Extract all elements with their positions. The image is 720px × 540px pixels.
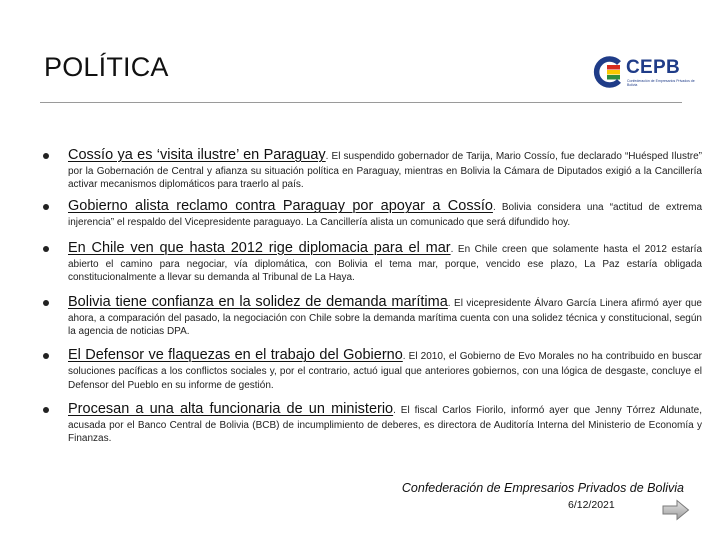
news-item	[40, 146, 702, 191]
logo-subtitle: Confederación de Empresarios Privados de Bolivia	[627, 79, 695, 87]
bullet-icon	[43, 246, 49, 252]
news-item	[40, 400, 702, 445]
bullet-icon	[43, 204, 49, 210]
news-text	[68, 239, 702, 284]
next-arrow-icon[interactable]	[662, 499, 690, 521]
news-item	[40, 346, 702, 391]
footer-date: 6/12/2021	[568, 499, 615, 511]
news-list	[40, 146, 702, 445]
bullet-icon	[43, 407, 49, 413]
bullet-icon	[43, 300, 49, 306]
news-summary: . El fiscal Carlos Fiorilo, informó ayer que Jenny Tórrez Aldunate, acusada por el Banco Central de Bolivia (BCB) de incumplimiento de deberes, es directora de Auditoría Interna del Ministerio de Economía y Finanzas.	[68, 404, 702, 445]
news-headline-link[interactable]: En Chile ven que hasta 2012 rige diplomacia para el mar	[68, 239, 451, 256]
news-text	[68, 146, 702, 191]
news-summary: . El vicepresidente Álvaro García Linera afirmó ayer que ahora, a comparación del pasado, la negociación con Chile sobre la demanda marítima cuenta con una solidez técnica y constitucional, según la agencia de noticias DPA.	[68, 298, 702, 338]
news-summary: . Bolivia considera una “actitud de extrema injerencia” el respaldo del Vicepresidente paraguayo. La Cancillería alista un comunicado que será difundido hoy.	[68, 202, 703, 229]
news-headline-link[interactable]: Bolivia tiene confianza en la solidez de demanda marítima	[68, 294, 448, 311]
news-item	[40, 239, 702, 284]
news-item	[40, 197, 702, 229]
cepb-logo-icon	[592, 56, 624, 88]
news-headline-link[interactable]: Cossío ya es ‘visita ilustre’ en Paraguay	[68, 147, 326, 163]
news-text	[68, 197, 702, 229]
cepb-logo	[592, 56, 702, 90]
news-item	[40, 293, 702, 338]
news-summary: . En Chile creen que solamente hasta el 2012 estaría abierto el camino para negociar, vía diplomática, con Bolivia el tema mar, porque, vencido ese plazo, La Paz estaría obligada constitucionalmente a llevar su demanda al Tribunal de La Haya.	[68, 243, 703, 283]
news-text	[68, 293, 702, 338]
title-divider	[40, 102, 682, 103]
news-text	[68, 400, 702, 445]
news-text	[68, 346, 702, 391]
bullet-icon	[43, 353, 49, 359]
logo-wordmark: CEPB	[626, 57, 680, 78]
news-summary: . El 2010, el Gobierno de Evo Morales no ha contribuido en buscar soluciones pacíficas a los conflictos sociales y, por el contrario, actuó igual que anteriores gobiernos, con una lógica de desgaste, concluye el Defensor del Pueblo en su informe de gestión.	[68, 351, 702, 391]
news-summary: . El suspendido gobernador de Tarija, Mario Cossío, fue declarado “Huésped Ilustre” por la Gobernación de Central y afianza su situación política en Paraguay, mientras en Bolivia la Cámara de Diputados exigió a la Cancillería activar mecanismos diplomáticos para traerlo al país.	[68, 151, 702, 191]
news-headline-link[interactable]: El Defensor ve flaquezas en el trabajo del Gobierno	[68, 347, 403, 364]
news-headline-link[interactable]: Procesan a una alta funcionaria de un ministerio	[68, 400, 394, 417]
bullet-icon	[43, 153, 49, 159]
footer-organization: Confederación de Empresarios Privados de Bolivia	[401, 481, 684, 495]
news-headline-link[interactable]: Gobierno alista reclamo contra Paraguay por apoyar a Cossío	[68, 198, 493, 215]
page-title: POLÍTICA	[44, 52, 169, 82]
